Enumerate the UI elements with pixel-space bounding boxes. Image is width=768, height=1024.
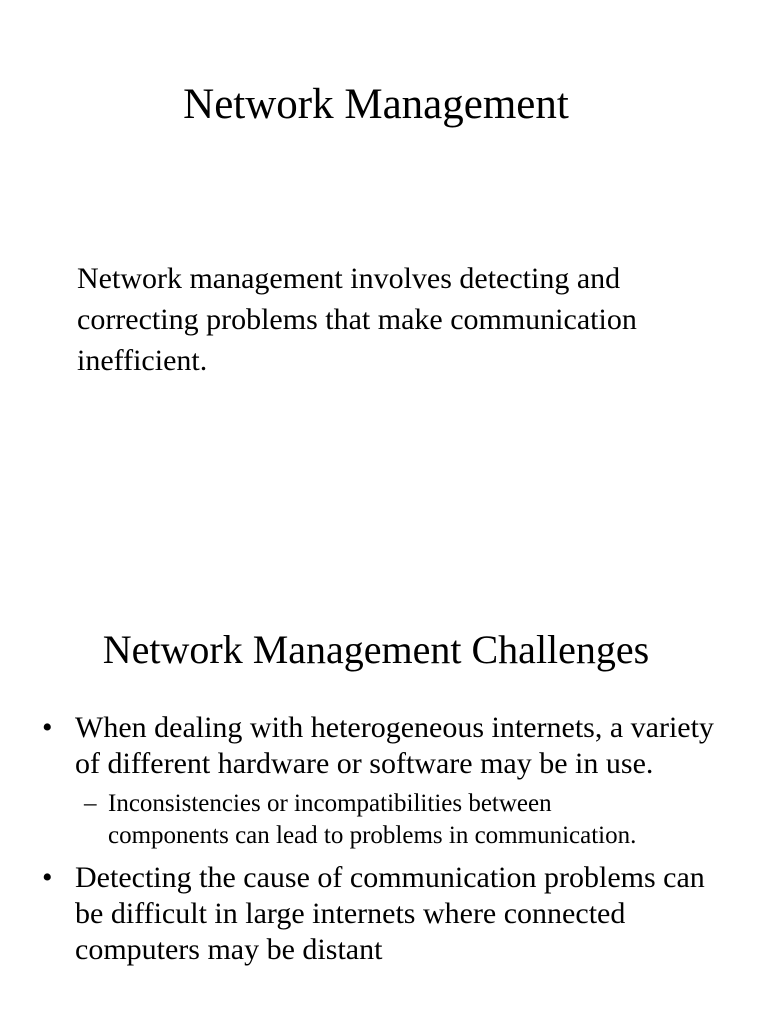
bullet-item [0,860,768,968]
slide-body-text: Network management involves detecting and correcting problems that make communication inefficient. [77,262,637,377]
bullet-text: Detecting the cause of communication problems can be difficult in large internets where connected computers may be distant [75,861,705,966]
bullet-item [0,710,768,852]
sub-bullet-marker: – [84,790,97,817]
bullet-text: When dealing with heterogeneous internets, a variety of different hardware or software may be in use. [75,711,714,780]
bullet-marker: • [42,711,53,744]
sub-bullet-list [75,788,728,852]
sub-bullet-item [75,788,728,852]
slide-title-challenges: Network Management Challenges [102,627,650,672]
sub-bullet-text: Inconsistencies or incompatibilities between components can lead to problems in communication. [108,790,637,849]
slide-title-network-management: Network Management [183,81,569,128]
bullet-list [0,710,768,968]
bullet-marker: • [42,861,53,894]
